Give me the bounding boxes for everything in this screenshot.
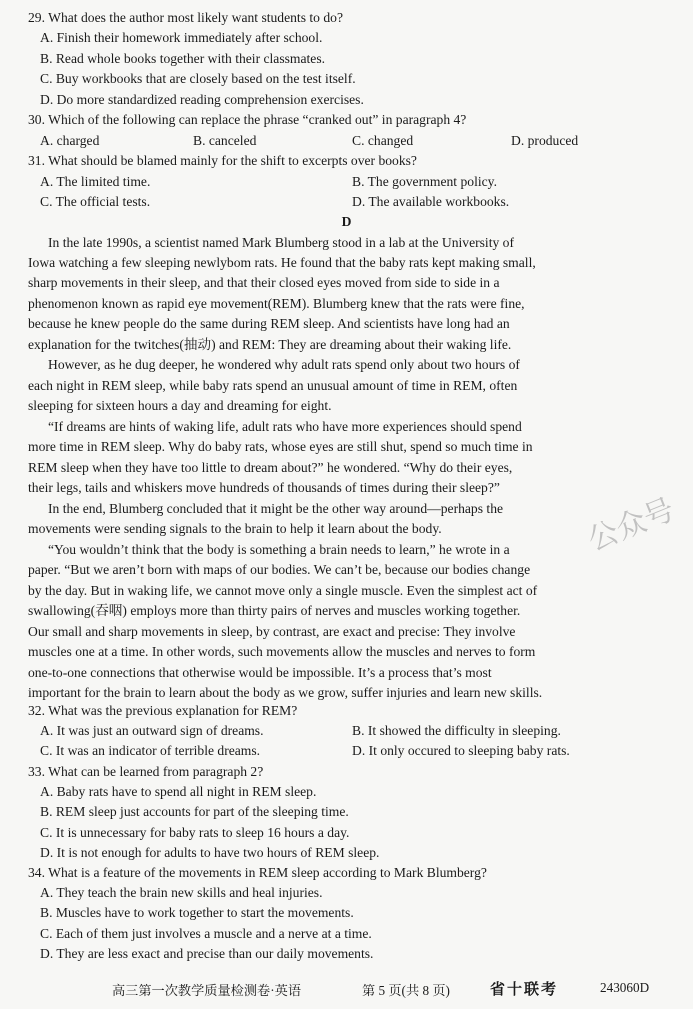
- passage-line: phenomenon known as rapid eye movement(REM). Blumberg knew that the rats were fine,: [28, 296, 525, 311]
- question-33-option-b: B. REM sleep just accounts for part of the sleeping time.: [40, 804, 349, 819]
- question-34-option-a: A. They teach the brain new skills and heal injuries.: [40, 885, 323, 900]
- question-31-option-a: A. The limited time.: [40, 174, 151, 189]
- brand-logo: 省十联考: [490, 982, 559, 998]
- question-33-option-a: A. Baby rats have to spend all night in REM sleep.: [40, 784, 317, 799]
- passage-line: paper. “But we aren’t born with maps of our bodies. We can’t be, because our bodies change: [28, 562, 531, 577]
- question-34-option-c: C. Each of them just involves a muscle and a nerve at a time.: [40, 926, 372, 941]
- question-29-option-d: D. Do more standardized reading comprehension exercises.: [40, 92, 364, 107]
- passage-line: important for the brain to learn about the body as we grow, suffer injuries and learn new skills.: [28, 685, 543, 700]
- question-34-option-b: B. Muscles have to work together to start the movements.: [40, 905, 354, 920]
- question-32-option-a: A. It was just an outward sign of dreams.: [40, 723, 264, 738]
- question-29-option-b: B. Read whole books together with their classmates.: [40, 51, 326, 66]
- question-32-option-b: B. It showed the difficulty in sleeping.: [352, 723, 561, 738]
- passage-line: each night in REM sleep, while baby rats spend an unusual amount of time in REM, often: [28, 378, 518, 393]
- passage-line: their legs, tails and whiskers move hundreds of thousands of times during their sleep?”: [28, 480, 500, 495]
- passage-line: sleeping for sixteen hours a day and dreaming for eight.: [28, 398, 332, 413]
- passage-line: more time in REM sleep. Why do baby rats, whose eyes are still shut, spend so much time in: [28, 439, 533, 454]
- question-30-stem: 30. Which of the following can replace the phrase “cranked out” in paragraph 4?: [28, 112, 467, 127]
- passage-line: In the end, Blumberg concluded that it might be the other way around—perhaps the: [48, 501, 504, 516]
- question-32-option-c: C. It was an indicator of terrible dreams.: [40, 743, 261, 758]
- passage-line: “You wouldn’t think that the body is something a brain needs to learn,” he wrote in a: [48, 542, 510, 557]
- question-29-option-a: A. Finish their homework immediately after school.: [40, 30, 323, 45]
- question-32-option-d: D. It only occured to sleeping baby rats.: [352, 743, 570, 758]
- question-30-option-d: D. produced: [511, 133, 579, 148]
- watermark: 公众号: [583, 492, 680, 559]
- passage-line: because he knew people do the same during REM sleep. And scientists have long had an: [28, 316, 510, 331]
- question-33-stem: 33. What can be learned from paragraph 2?: [28, 764, 264, 779]
- page-number: 第 5 页(共 8 页): [362, 983, 450, 998]
- question-31-option-b: B. The government policy.: [352, 174, 497, 189]
- passage-line: one-to-one connections that otherwise would be impossible. It’s a process that’s most: [28, 665, 492, 680]
- question-31-stem: 31. What should be blamed mainly for the shift to excerpts over books?: [28, 153, 417, 168]
- question-31-option-c: C. The official tests.: [40, 194, 151, 209]
- question-31-option-d: D. The available workbooks.: [352, 194, 510, 209]
- passage-line: movements were sending signals to the brain to help it learn about the body.: [28, 521, 442, 536]
- question-30-option-b: B. canceled: [193, 133, 257, 148]
- passage-line: by the day. But in waking life, we cannot move only a single muscle. Even the simplest act of: [28, 583, 538, 598]
- passage-line: sharp movements in their sleep, and that their closed eyes moved from side to side in a: [28, 275, 500, 290]
- question-33-option-c: C. It is unnecessary for baby rats to sleep 16 hours a day.: [40, 825, 350, 840]
- question-30-option-c: C. changed: [352, 133, 414, 148]
- exam-code: 243060D: [600, 980, 650, 995]
- question-34-option-d: D. They are less exact and precise than our daily movements.: [40, 946, 374, 961]
- passage-line: muscles one at a time. In other words, such movements allow the muscles and nerves to form: [28, 644, 536, 659]
- passage-line: Iowa watching a few sleeping newlybom rats. He found that the baby rats kept making small,: [28, 255, 536, 270]
- passage-line: explanation for the twitches(抽动) and REM: They are dreaming about their waking life.: [28, 337, 512, 352]
- question-32-stem: 32. What was the previous explanation for REM?: [28, 703, 298, 718]
- exam-title: 高三第一次教学质量检测卷·英语: [112, 983, 302, 998]
- passage-line: REM sleep when they have too little to dream about?” he wondered. “Why do their eyes,: [28, 460, 513, 475]
- passage-line: Our small and sharp movements in sleep, by contrast, are exact and precise: They involve: [28, 624, 516, 639]
- passage-heading: D: [341, 214, 352, 229]
- question-30-option-a: A. charged: [40, 133, 100, 148]
- question-29-stem: 29. What does the author most likely want students to do?: [28, 10, 343, 25]
- question-34-stem: 34. What is a feature of the movements in REM sleep according to Mark Blumberg?: [28, 865, 487, 880]
- passage-line: “If dreams are hints of waking life, adult rats who have more experiences should spend: [48, 419, 522, 434]
- passage-line: However, as he dug deeper, he wondered why adult rats spend only about two hours of: [48, 357, 520, 372]
- question-33-option-d: D. It is not enough for adults to have two hours of REM sleep.: [40, 845, 380, 860]
- passage-line: In the late 1990s, a scientist named Mark Blumberg stood in a lab at the University of: [48, 235, 514, 250]
- passage-line: swallowing(吞咽) employs more than thirty pairs of nerves and muscles working together.: [28, 603, 521, 618]
- question-29-option-c: C. Buy workbooks that are closely based on the test itself.: [40, 71, 356, 86]
